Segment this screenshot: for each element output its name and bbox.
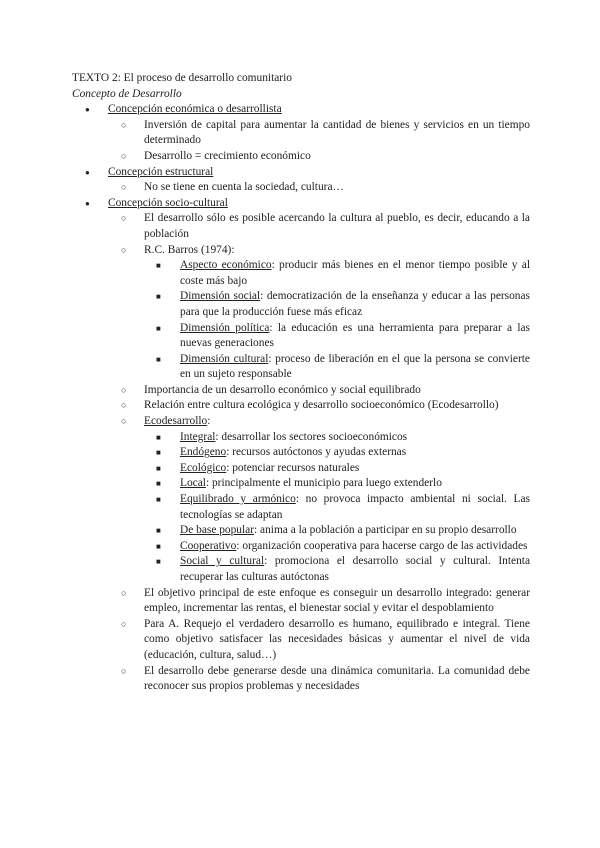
term: Aspecto económico: [180, 259, 272, 272]
list-item: [144, 321, 530, 352]
list-item: [144, 523, 530, 539]
term-desc: : potenciar recursos naturales: [226, 461, 360, 474]
list-item: [108, 243, 530, 383]
list-item: [144, 445, 530, 461]
list-item: [144, 289, 530, 320]
term-desc: : la educación es una herramienta para preparar a las nuevas generaciones: [180, 321, 530, 350]
list-item: ○ El objetivo principal de este enfoque es conseguir un desarrollo integrado: generar empleo, incrementar las rentas, el bienestar social y evitar el despoblamiento: [108, 586, 530, 617]
list-item: [144, 258, 530, 289]
term-desc: : no provoca impacto ambiental ni social. Las tecnologías se adaptan: [180, 493, 530, 521]
term: Social y cultural: [180, 555, 265, 568]
list-item: ○ Desarrollo = crecimiento económico: [108, 149, 530, 165]
list-item: [108, 414, 530, 586]
list-item: ○ Relación entre cultura ecológica y desarrollo socioeconómico (Ecodesarrollo): [108, 398, 530, 414]
list-item: ○ Inversión de capital para aumentar la cantidad de bienes y servicios en un tiempo determinado: [108, 118, 530, 149]
term: Dimensión política: [180, 321, 270, 334]
term-desc: : producir más bienes en el menor tiempo posible y al coste más bajo: [180, 259, 530, 287]
list-item: ○ Para A. Requejo el verdadero desarrollo es humano, equilibrado e integral. Tiene como objetivo satisfacer las necesidades básicas y aumentar el nivel de vida (educación, cultura, salud…): [108, 617, 530, 664]
document-title: TEXTO 2: El proceso de desarrollo comunitario: [72, 72, 292, 84]
term-desc: : desarrollar los sectores socioeconómicos: [215, 430, 408, 443]
list-item: ○ No se tiene en cuenta la sociedad, cultura…: [108, 180, 530, 196]
term: Local: [180, 477, 206, 490]
list-item: [144, 492, 530, 523]
term-desc: : principalmente el municipio para luego extenderlo: [205, 477, 442, 490]
heading-estructural: Concepción estructural: [108, 165, 214, 178]
list-item: [144, 554, 530, 585]
term: Cooperativo: [180, 539, 237, 552]
term-desc: : organización cooperativa para hacerse cargo de las actividades: [236, 539, 528, 552]
list-item: [144, 539, 530, 555]
term-desc: : proceso de liberación en el que la persona se convierte en un sujeto responsable: [180, 352, 530, 381]
term-desc: : promociona el desarrollo social y cultural. Intenta recuperar las culturas autóctonas: [180, 555, 530, 583]
term: Equilibrado y armónico: [180, 493, 296, 506]
list-item: [144, 476, 530, 492]
ecodesarrollo-label: Ecodesarrollo: [144, 415, 208, 428]
list-item: [144, 430, 530, 446]
list-item: [144, 352, 530, 383]
ecodesarrollo-colon: :: [207, 415, 211, 428]
term-desc: : democratización de la enseñanza y educar a las personas para que la producción fuese más eficaz: [180, 290, 530, 318]
main-list: [72, 102, 530, 695]
list-item: [72, 165, 530, 196]
list-item: [72, 102, 530, 164]
term: Dimensión social: [180, 290, 261, 303]
list-item: ○ El desarrollo sólo es posible acercando la cultura al pueblo, es decir, educando a la población: [108, 211, 530, 242]
heading-economica: Concepción económica o desarrollista: [108, 103, 282, 116]
term: Ecológico: [180, 461, 227, 474]
barros-label: R.C. Barros (1974):: [144, 243, 235, 256]
list-item: [144, 461, 530, 477]
term: Dimensión cultural: [180, 352, 269, 365]
term: Endógeno: [180, 446, 227, 459]
list-item: ○ El desarrollo debe generarse desde una dinámica comunitaria. La comunidad debe reconocer sus propios problemas y necesidades: [108, 664, 530, 695]
term-desc: : anima a la población a participar en su propio desarrollo: [254, 524, 517, 537]
list-item: [72, 196, 530, 695]
term-desc: : recursos autóctonos y ayudas externas: [226, 446, 407, 459]
heading-sociocultural: Concepción socio-cultural: [108, 196, 228, 209]
term: De base popular: [180, 524, 255, 537]
section-subtitle: Concepto de Desarrollo: [72, 87, 182, 100]
list-item: ○ Importancia de un desarrollo económico y social equilibrado: [108, 383, 530, 399]
term: Integral: [180, 430, 216, 443]
